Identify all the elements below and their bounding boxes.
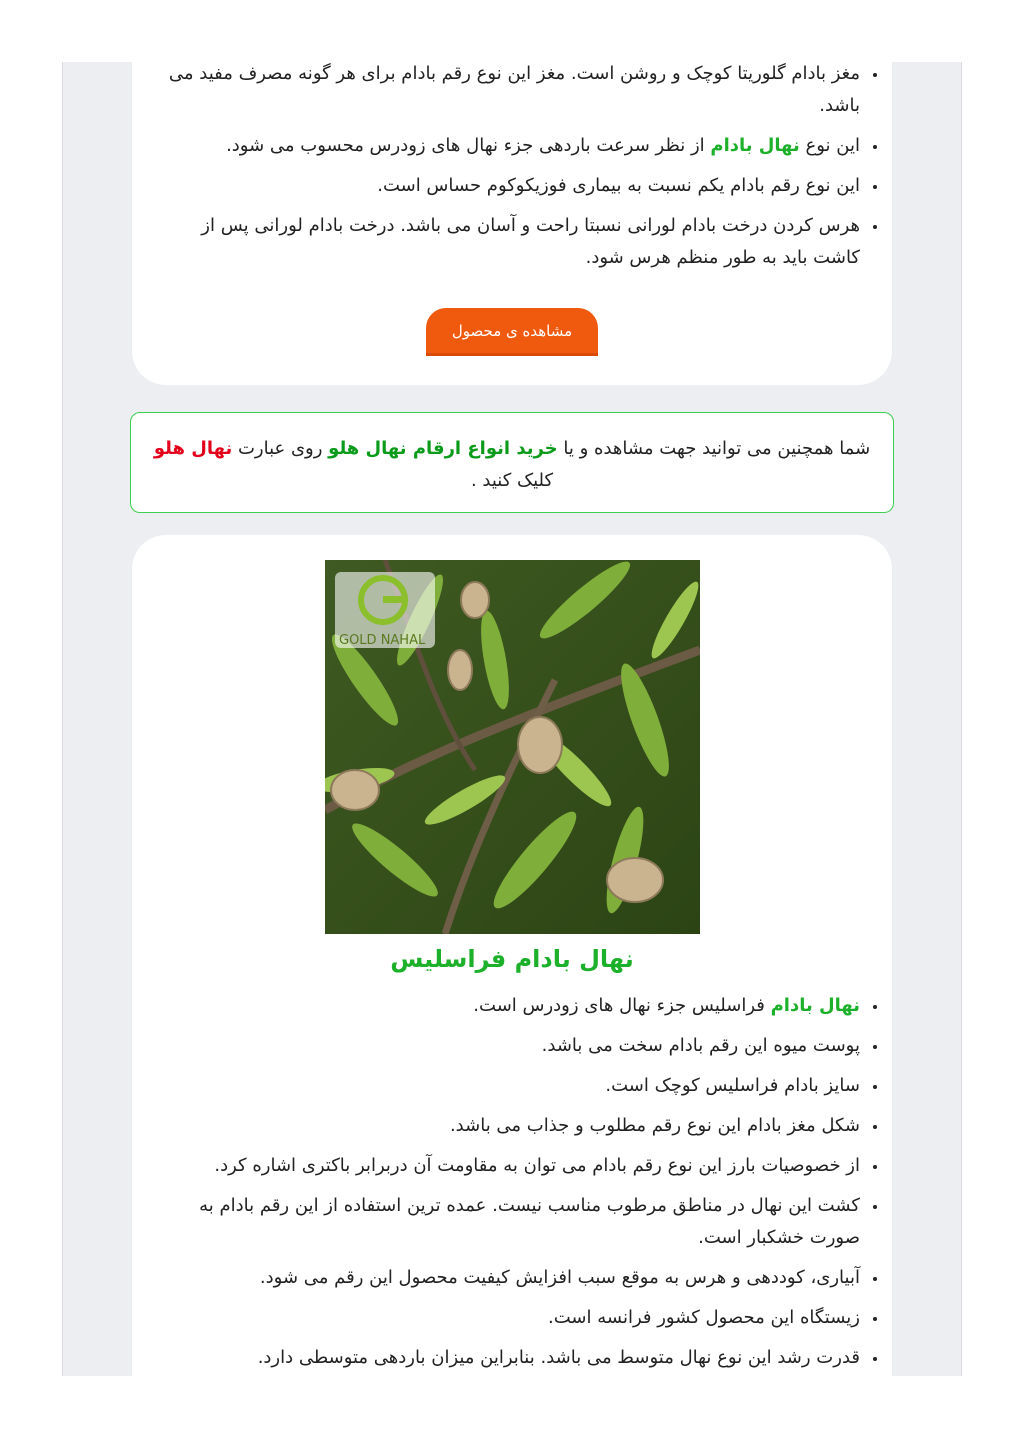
almond-branch-illustration: [325, 560, 700, 934]
product-card-top: [132, 40, 892, 385]
list-item: • این نوع رقم بادام یکم نسبت به بیماری فوزیکوکوم حساس است.: [156, 170, 862, 202]
peach-sapling-link[interactable]: نهال هلو: [153, 438, 233, 459]
gold-nahal-logo: [335, 572, 435, 648]
product-feature-list: [156, 990, 862, 1382]
list-item: • نهال بادام فراسلیس جزء نهال های زودرس است.: [156, 990, 862, 1022]
almond-sapling-link[interactable]: نهال بادام: [770, 995, 860, 1016]
buy-peach-varieties-link[interactable]: خرید انواع ارقام نهال هلو: [328, 438, 558, 459]
list-item: • زیستگاه این محصول کشور فرانسه است.: [156, 1302, 862, 1334]
almond-sapling-link[interactable]: نهال بادام: [710, 135, 800, 156]
product-card-bottom: [132, 535, 892, 1415]
product-image[interactable]: [325, 560, 700, 934]
list-item: • شکل مغز بادام این نوع رقم مطلوب و جذاب می باشد.: [156, 1110, 862, 1142]
list-item: • هرس کردن درخت بادام لورانی نسبتا راحت و آسان می باشد. درخت بادام لورانی پس از کاشت باید به طور منظم هرس شود.: [156, 210, 862, 274]
svg-text:GOLD NAHAL: GOLD NAHAL: [339, 633, 426, 648]
list-item: • کشت این نهال در مناطق مرطوب مناسب نیست. عمده ترین استفاده از این رقم بادام به صورت خشکبار است.: [156, 1190, 862, 1254]
list-item: • قدرت رشد این نوع نهال متوسط می باشد. بنابراین میزان باردهی متوسطی دارد.: [156, 1342, 862, 1374]
list-item: • این نوع نهال بادام از نظر سرعت باردهی جزء نهال های زودرس محسوب می شود.: [156, 130, 862, 162]
info-note: شما همچنین می توانید جهت مشاهده و یا خرید انواع ارقام نهال هلو روی عبارت نهال هلو کلیک کنید .: [130, 412, 894, 513]
list-item: • پوست میوه این رقم بادام سخت می باشد.: [156, 1030, 862, 1062]
list-item: • مغز بادام گلوریتا کوچک و روشن است. مغز این نوع رقم بادام برای هر گونه مصرف مفید می باشد.: [156, 58, 862, 122]
view-product-button[interactable]: مشاهده ی محصول: [426, 308, 598, 356]
list-item: • از خصوصیات بارز این نوع رقم بادام می توان به مقاومت آن دربرابر باکتری اشاره کرد.: [156, 1150, 862, 1182]
product-title: نهال بادام فراسلیس: [390, 945, 634, 973]
feature-list: [156, 58, 862, 282]
list-item: • سایز بادام فراسلیس کوچک است.: [156, 1070, 862, 1102]
list-item: • آبیاری، کوددهی و هرس به موقع سبب افزایش کیفیت محصول این رقم می شود.: [156, 1262, 862, 1294]
